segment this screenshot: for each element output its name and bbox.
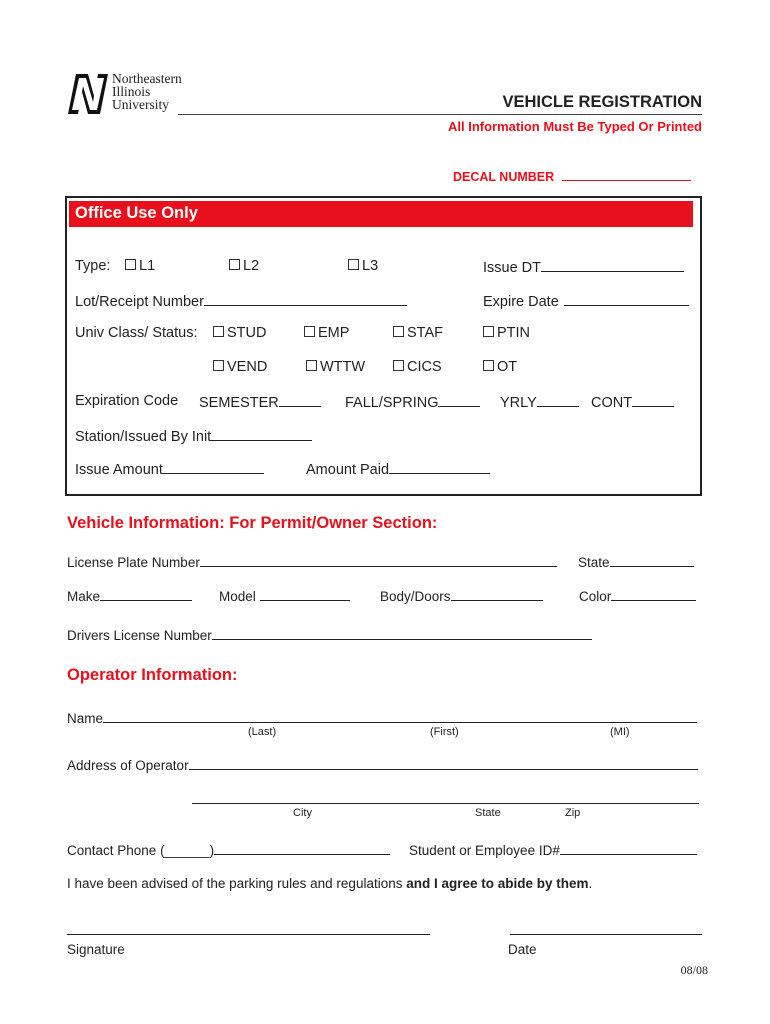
checkbox-icon <box>483 360 494 371</box>
type-label: Type: <box>75 258 111 274</box>
contact-phone-field[interactable]: Contact Phone (______) <box>67 841 390 858</box>
signature-label: Signature <box>67 942 125 957</box>
checkbox-icon <box>213 360 224 371</box>
issue-amount-field[interactable]: Issue Amount <box>75 460 264 478</box>
cont-field[interactable]: CONT <box>591 393 674 411</box>
page-subtitle: All Information Must Be Typed Or Printed <box>448 119 702 134</box>
color-field[interactable]: Color <box>579 587 696 604</box>
university-logo <box>66 70 182 118</box>
fall-spring-field[interactable]: FALL/SPRING <box>345 393 480 411</box>
name-field[interactable]: Name <box>67 709 697 726</box>
status-stud-checkbox[interactable]: STUD <box>213 325 266 341</box>
type-l3-checkbox[interactable]: L3 <box>348 258 378 274</box>
semester-field[interactable]: SEMESTER <box>199 393 321 411</box>
student-id-field[interactable]: Student or Employee ID# <box>409 841 697 858</box>
station-field[interactable]: Station/Issued By Init <box>75 427 312 445</box>
logo-n-mark <box>66 70 112 118</box>
checkbox-icon <box>483 326 494 337</box>
issue-dt-field[interactable]: Issue DT <box>483 258 684 276</box>
logo-line-3: University <box>112 97 169 112</box>
decal-number-field[interactable] <box>453 167 691 184</box>
name-last-caption: (Last) <box>248 726 277 738</box>
make-field[interactable]: Make <box>67 587 192 604</box>
status-staf-checkbox[interactable]: STAF <box>393 325 443 341</box>
status-ptin-checkbox[interactable]: PTIN <box>483 325 530 341</box>
checkbox-icon <box>229 259 240 270</box>
zip-caption: Zip <box>565 807 581 819</box>
checkbox-icon <box>213 326 224 337</box>
model-field[interactable]: Model <box>219 587 350 604</box>
status-wttw-checkbox[interactable]: WTTW <box>306 359 365 375</box>
vehicle-state-field[interactable]: State <box>578 553 694 570</box>
office-use-box <box>65 196 702 496</box>
checkbox-icon <box>304 326 315 337</box>
expire-date-field[interactable]: Expire Date <box>483 292 689 310</box>
status-cics-checkbox[interactable]: CICS <box>393 359 442 375</box>
status-vend-checkbox[interactable]: VEND <box>213 359 267 375</box>
office-use-title: Office Use Only <box>75 204 198 222</box>
logo-line-1: Northeastern <box>112 71 182 86</box>
type-l2-checkbox[interactable]: L2 <box>229 258 259 274</box>
checkbox-icon <box>348 259 359 270</box>
license-plate-field[interactable]: License Plate Number <box>67 553 557 570</box>
state-caption: State <box>475 807 501 819</box>
status-label: Univ Class/ Status: <box>75 325 198 341</box>
yrly-field[interactable]: YRLY <box>500 393 579 411</box>
status-emp-checkbox[interactable]: EMP <box>304 325 349 341</box>
lot-receipt-field[interactable]: Lot/Receipt Number <box>75 292 407 310</box>
operator-heading: Operator Information: <box>67 666 238 684</box>
header-rule <box>178 114 702 115</box>
decal-number-label: DECAL NUMBER <box>453 170 555 184</box>
checkbox-icon <box>306 360 317 371</box>
signature-line[interactable] <box>67 934 430 935</box>
logo-line-2: Illinois <box>112 84 151 99</box>
agreement-text: I have been advised of the parking rules and regulations and I agree to abide by them. <box>67 876 593 891</box>
checkbox-icon <box>125 259 136 270</box>
name-first-caption: (First) <box>430 726 459 738</box>
vehicle-heading: Vehicle Information: For Permit/Owner Section: <box>67 514 438 532</box>
body-doors-field[interactable]: Body/Doors <box>380 587 543 604</box>
city-caption: City <box>293 807 312 819</box>
status-ot-checkbox[interactable]: OT <box>483 359 517 375</box>
page-title: VEHICLE REGISTRATION <box>502 93 702 111</box>
form-revision: 08/08 <box>680 963 708 977</box>
date-label: Date <box>508 942 537 957</box>
expiration-code-label: Expiration Code <box>75 393 179 409</box>
address-line-2[interactable] <box>192 803 699 804</box>
address-field[interactable]: Address of Operator <box>67 756 698 773</box>
name-mi-caption: (MI) <box>610 726 630 738</box>
date-line[interactable] <box>510 934 702 935</box>
checkbox-icon <box>393 360 404 371</box>
checkbox-icon <box>393 326 404 337</box>
drivers-license-field[interactable]: Drivers License Number <box>67 626 592 643</box>
type-l1-checkbox[interactable]: L1 <box>125 258 155 274</box>
amount-paid-field[interactable]: Amount Paid <box>306 460 490 478</box>
